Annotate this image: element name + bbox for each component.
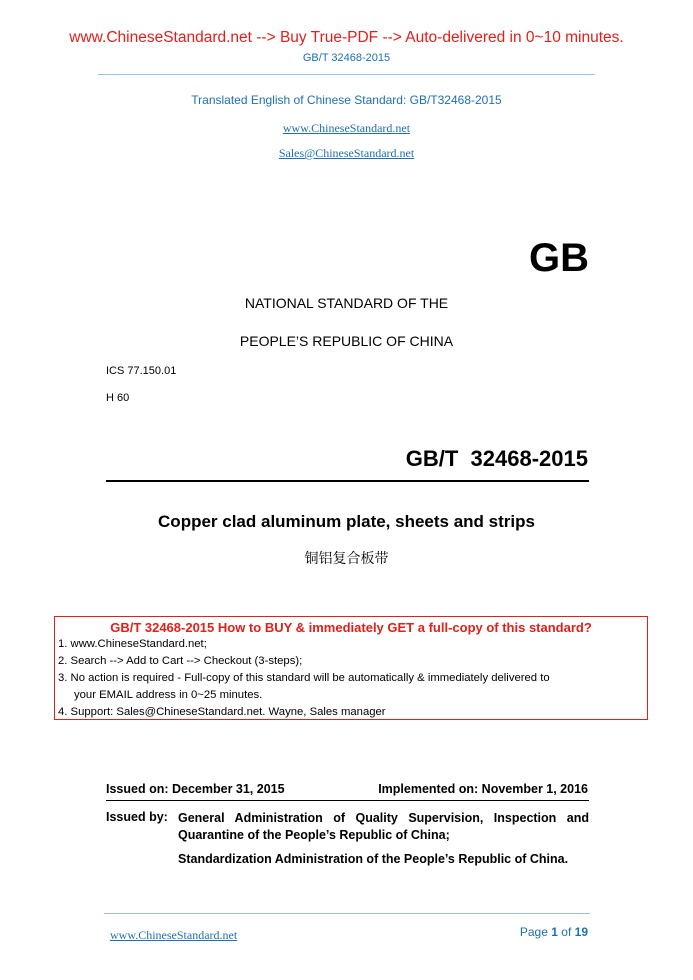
translated-note: Translated English of Chinese Standard: GB/T32468-2015 [191,93,502,107]
buy-step-4: 4. Support: Sales@ChineseStandard.net. Wayne, Sales manager [58,706,386,718]
ccs-code: H 60 [106,392,130,404]
standard-divider [106,480,589,482]
title-chinese: 铜铝复合板带 [304,551,389,567]
page-total: 19 [574,925,588,939]
gb-mark: GB [529,236,589,280]
site-link[interactable]: www.ChineseStandard.net [282,121,411,135]
header-standard-code: GB/T 32468-2015 [302,52,391,64]
footer-site-link[interactable]: www.ChineseStandard.net [110,928,238,942]
title-english: Copper clad aluminum plate, sheets and strips [158,512,535,531]
sales-email-link[interactable]: Sales@ChineseStandard.net [278,146,415,160]
issuer-aqsiq: General Administration of Quality Supervision, Inspection and Quarantine of the People’s Republic of China; [178,811,589,842]
buy-info-box [54,616,648,720]
standard-number: GB/T 32468-2015 [405,446,588,471]
national-standard-line-2: PEOPLE’S REPUBLIC OF CHINA [239,333,454,349]
buy-box-title: GB/T 32468-2015 How to BUY & immediately GET a full-copy of this standard? [110,620,592,635]
top-banner: www.ChineseStandard.net --> Buy True-PDF --> Auto-delivered in 0~10 minutes. [69,29,624,46]
header-divider [98,74,595,75]
buy-step-2: 2. Search --> Add to Cart --> Checkout (3-steps); [58,655,303,667]
page-prefix: Page [519,925,548,939]
issue-divider [106,800,589,801]
page-current: 1 [551,925,558,939]
sales-link-wrapper [0,144,693,162]
buy-step-3-continued: your EMAIL address in 0~25 minutes. [74,689,263,701]
footer-divider [104,913,590,914]
site-link-wrapper [0,119,693,137]
implemented-on: Implemented on: November 1, 2016 [378,782,588,796]
issued-by-label: Issued by: [106,810,168,824]
issuer-sac: Standardization Administration of the People’s Republic of China. [178,852,569,866]
footer-site-wrapper [110,926,237,944]
page-indicator [520,925,588,939]
ics-code: ICS 77.150.01 [106,365,177,377]
buy-step-3: 3. No action is required - Full-copy of this standard will be automatically & immediately delivered to [58,672,550,684]
national-standard-line-1: NATIONAL STANDARD OF THE [244,295,449,311]
buy-step-1[interactable]: 1. www.ChineseStandard.net; [58,638,207,650]
page-of: of [561,925,572,939]
issued-on: Issued on: December 31, 2015 [106,782,285,796]
